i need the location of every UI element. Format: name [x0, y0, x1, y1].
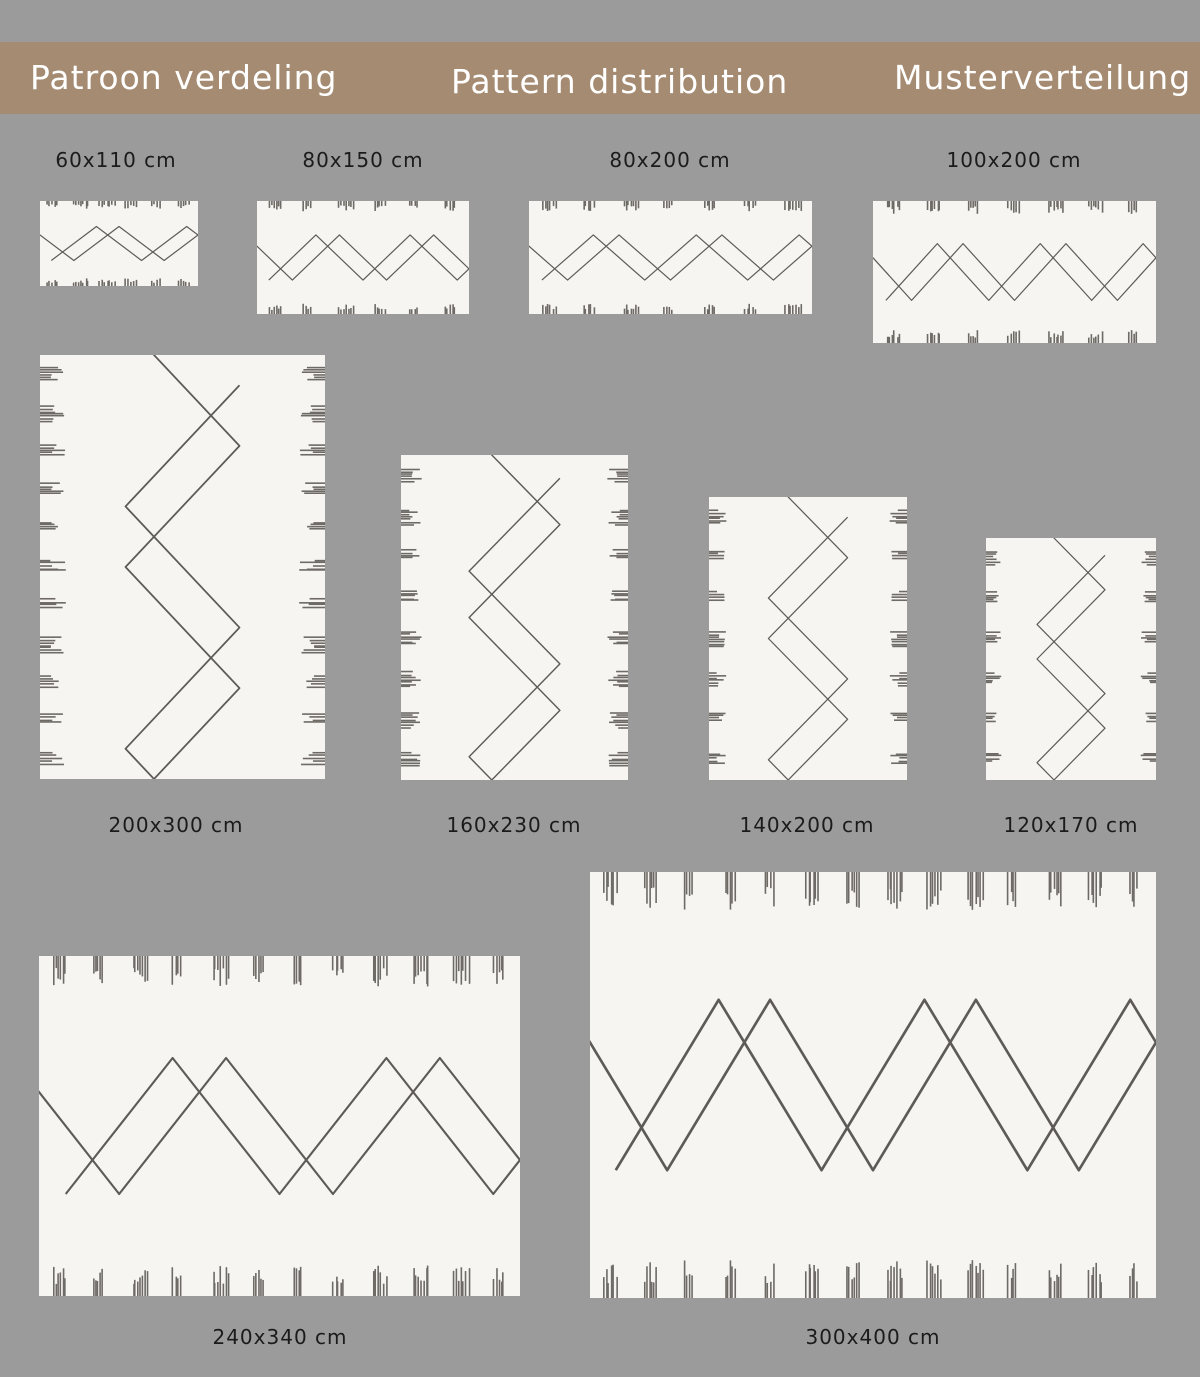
size-label-300x400: 300x400 cm [805, 1325, 941, 1349]
size-label-80x200: 80x200 cm [609, 148, 731, 172]
rug-60x110 [40, 201, 198, 286]
rug-200x300 [40, 355, 325, 779]
rug-120x170 [986, 538, 1156, 780]
title-english: Pattern distribution [451, 62, 789, 101]
size-label-60x110: 60x110 cm [55, 148, 177, 172]
rug-240x340 [39, 956, 520, 1296]
title-dutch: Patroon verdeling [30, 58, 338, 97]
size-label-200x300: 200x300 cm [108, 813, 244, 837]
title-banner [0, 42, 1200, 114]
rug-100x200 [873, 201, 1156, 343]
title-german: Musterverteilung [894, 58, 1192, 97]
size-label-100x200: 100x200 cm [946, 148, 1082, 172]
size-label-120x170: 120x170 cm [1003, 813, 1139, 837]
size-label-140x200: 140x200 cm [739, 813, 875, 837]
rug-140x200 [709, 497, 907, 780]
size-label-240x340: 240x340 cm [212, 1325, 348, 1349]
size-label-160x230: 160x230 cm [446, 813, 582, 837]
size-label-80x150: 80x150 cm [302, 148, 424, 172]
rug-80x150 [257, 201, 469, 314]
rug-160x230 [401, 455, 628, 780]
rug-80x200 [529, 201, 812, 314]
rug-300x400 [590, 872, 1156, 1298]
